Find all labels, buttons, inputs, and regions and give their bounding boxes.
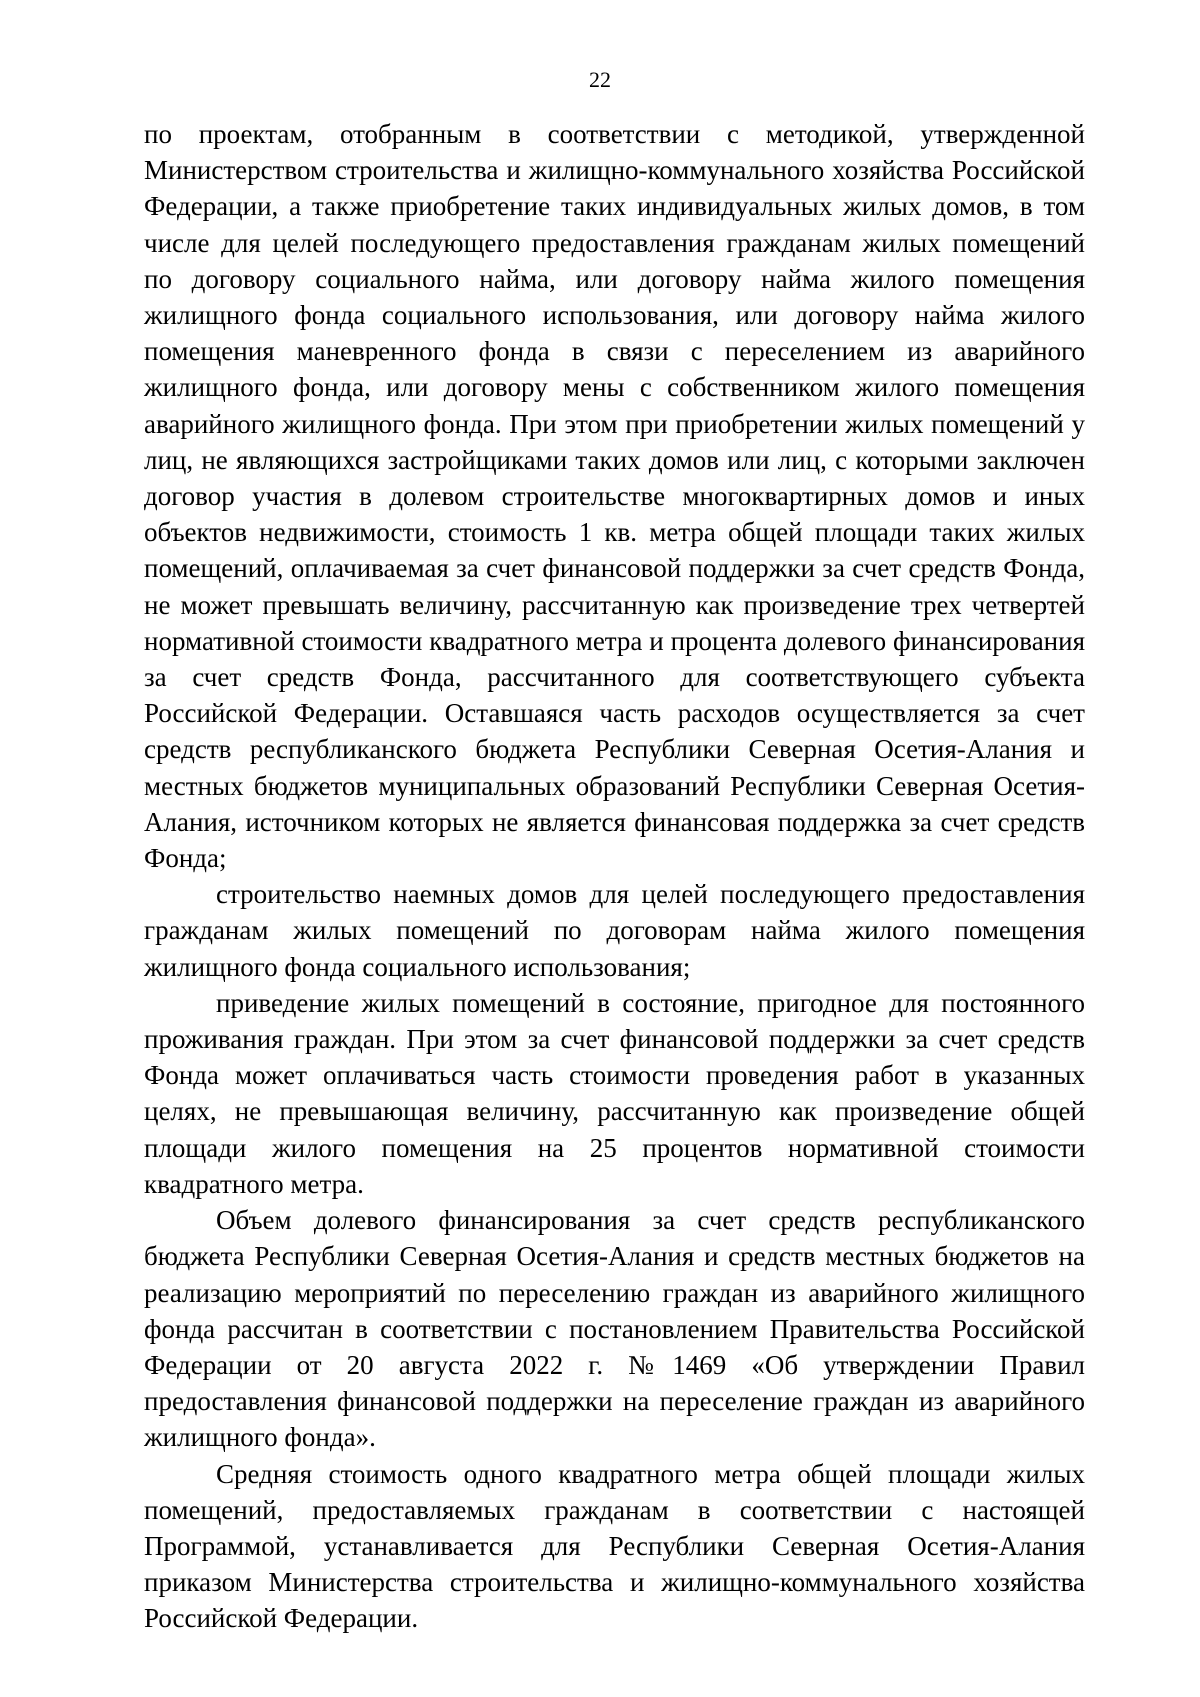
paragraph-premises-repair: приведение жилых помещений в состояние, пригодное для постоянного проживания граждан. При этом за счет финансовой поддержки за счет средств Фонда может оплачиваться часть стоимости проведения работ в указанных целях, не превышающая величину, рассчитанную как произведение общей площади жилого помещения на 25 процентов нормативной стоимости квадратного метра. (144, 987, 1085, 1199)
paragraph-continuation: по проектам, отобранным в соответствии с методикой, утвержденной Министерством строительства и жилищно-коммунального хозяйства Российской Федерации, а также приобретение таких индивидуальных жилых домов, в том числе для целей последующего предоставления гражданам жилых помещений по договору социального найма, или договору найма жилого помещения жилищного фонда социального использования, или договору найма жилого помещения маневренного фонда в связи с переселением из аварийного жилищного фонда, или договору мены с собственником жилого помещения аварийного жилищного фонда. При этом при приобретении жилых помещений у лиц, не являющихся застройщиками таких домов или лиц, с которыми заключен договор участия в долевом строительстве многоквартирных домов и иных объектов недвижимости, стоимость 1 кв. метра общей площади таких жилых помещений, оплачиваемая за счет финансовой поддержки за счет средств Фонда, не может превышать величину, рассчитанную как произведение трех четвертей нормативной стоимости квадратного метра и процента долевого финансирования за счет средств Фонда, рассчитанного для соответствующего субъекта Российской Федерации. Оставшаяся часть расходов осуществляется за счет средств республиканского бюджета Республики Северная Осетия-Алания и местных бюджетов муниципальных образований Республики Северная Осетия-Алания, источником которых не является финансовая поддержка за счет средств Фонда; (144, 119, 1085, 874)
paragraph-cofinancing: Объем долевого финансирования за счет средств республиканского бюджета Республики Северная Осетия-Алания и средств местных бюджетов на реализацию мероприятий по переселению граждан из аварийного жилищного фонда рассчитан в соответствии с постановлением Правительства Российской Федерации от 20 августа 2022 г. №1469 «Об утверждении Правил предоставления финансовой поддержки на переселение граждан из аварийного жилищного фонда». (144, 1205, 1085, 1453)
page-number: 22 (589, 67, 611, 92)
paragraph-rental-houses: строительство наемных домов для целей последующего предоставления гражданам жилых помещений по договорам найма жилого помещения жилищного фонда социального использования; (144, 879, 1085, 982)
document-body (144, 116, 1085, 1637)
paragraph-average-cost: Средняя стоимость одного квадратного метра общей площади жилых помещений, предоставляемых гражданам в соответствии с настоящей Программой, устанавливается для Республики Северная Осетия-Алания приказом Министерства строительства и жилищно-коммунального хозяйства Российской Федерации. (144, 1458, 1085, 1634)
